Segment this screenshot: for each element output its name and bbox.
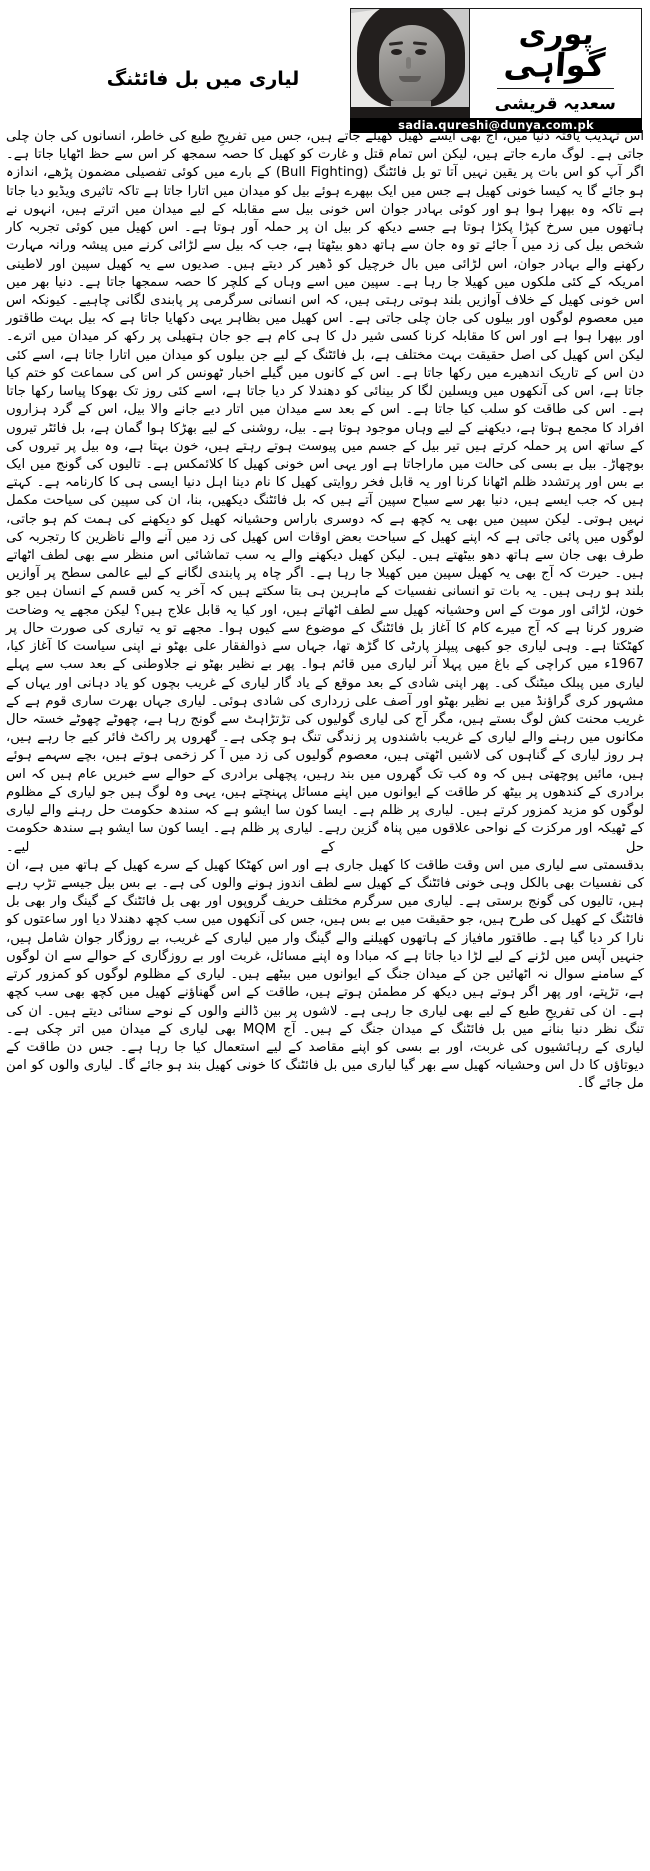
author-portrait [351, 9, 469, 119]
portrait-mouth [399, 76, 421, 82]
column-brand-line1: پوری [517, 17, 596, 52]
article-paragraph: لیاری کے رہائشیوں کی غربت، اور بے بسی کو اپنے مقاصد کے لیے استعمال کیا جا رہا ہے۔ جس دن طاقت کے دیوتاؤں کا دل اس وحشیانہ کھیل سے بھر گیا لیاری میں بل فائٹنگ کا خونی کھیل بند ہو جائے گا۔ لیاری والوں کو امن مل جائے گا۔ [6, 1039, 644, 1092]
author-name: سعدیہ قریشی [494, 94, 617, 115]
column-brand-block [350, 8, 642, 120]
portrait-eye-left [391, 49, 402, 55]
article-body [6, 128, 644, 1094]
brand-divider [497, 88, 615, 89]
article-paragraph: بدقسمتی سے لیاری میں اس وقت طاقت کا کھیل جاری ہے اور اس کھٹکا کھیل کے سرے کھیل کے ہاتھ میں ہے، ان کی نفسیات بھی بالکل وہی خونی فائٹنگ کے کھیل سے لطف اندوز ہونے والوں کی ہے۔ بے بس بیل جیسے تڑپ رہے ہیں، تالیوں کی گونج برستی ہے۔ لیاری میں سرگرم مختلف حریف گروپوں اور بھی بل فائٹنگ کے گینگ وار بھی بل فائٹنگ کے کھیل کی طرح ہیں، جو حقیقت میں بے بس ہیں، جس کی آنکھوں میں سب کچھ دھندلا دیا اور ساعتوں کو نارا کر دیا گیا ہے۔ طاقتور مافیاز کے ہاتھوں کھیلنے والے گینگ وار میں لیاری کے غریب، بے روزگار جوان شامل ہیں، جنہیں آپس میں لڑنے کے لیے لڑا دیا جاتا ہے کہ مبادا وہ اپنے مسائل، غربت اور بے روزگاری کے حوالے سے ان لوگوں کے سامنے سوال نہ اٹھائیں جن کے میدان جنگ کے ایوانوں میں بیٹھے ہیں۔ لیاری کے مظلوم لوگوں کو کمزور کرتے ہے، تڑپتے، اور پھر اگر ہوتے ہیں دیکھ کر مطمئن ہوتے ہیں، طاقت کے اس گھناؤنے کھیل میں کچھ بھی سب کچھ ہے۔ ان کی تفریحِ طبع کے لیے بھی لیاری جا رہی ہے۔ لاشوں پر بین ڈالنے والوں کے نوحے سنائی دیتے ہیں۔ ان کی تنگ نظر دنیا بنانے میں بل فائٹنگ کے میدان جنگ کے ہیں۔ آج MQM بھی لیاری کے میدان میں اتر چکی ہے۔ [6, 857, 644, 1037]
portrait-eye-right [415, 49, 426, 55]
portrait-nose [406, 57, 411, 69]
column-brand-text [469, 9, 641, 119]
column-brand-line2: گواہی [502, 45, 607, 84]
column-brand-title [502, 17, 608, 84]
article-paragraph: اس تہذیب یافتہ دنیا میں، آج بھی ایسے کھیل کھیلے جاتے ہیں، جس میں تفریحِ طبع کی خاطر، انسانوں کی جان چلی جاتی ہے۔ لوگ مارے جاتے ہیں، لیکن اس تمام قتل و غارت کو کھیل کا حصہ سمجھ کر اس سے حظ اٹھایا جاتا ہے۔ اگر آپ کو اس بات پر یقین نہیں آتا تو بل فائٹنگ (Bull Fighting) کے بارے میں کوئی تفصیلی مضمون پڑھے، اندازہ ہو جائے گا یہ کیسا خونی کھیل ہے جس میں ایک بپھرے ہوئے بیل کو میدان میں اتارا جاتا ہے تاکہ تاثیری ویڈیو دیا جاتا ہے تاکہ وہ بپھرا ہوا ہو اور کوئی بہادر جوان اس خونی بیل سے مقابلہ کے لیے میدان میں اترتے ہیں، انہوں نے ہاتھوں میں سرخ کپڑا پکڑا ہوتا ہے جسے دیکھ کر بیل ان پر حملہ آور ہوتا ہے۔ اس کھیل میں کوئی تجربہ کار شخص بیل کی زد میں آ جائے تو وہ جان سے ہاتھ دھو بیٹھتا ہے، جب کہ بیل سے لڑائی کرنے میں پیشہ ورانہ مہارت رکھنے والے بہادر جوان، اس لڑائی میں بال خرچیل کو ڈھیر کر دیتے ہیں۔ صدیوں سے یہ کھیل سپین اور لاطینی امریکہ کے کئی ملکوں میں کھیلا جا رہا ہے۔ سپین میں اسے وہاں کے کلچر کا حصہ سمجھا جاتا ہے۔ دنیا بھر میں اس خونی کھیل کے خلاف آوازیں بلند ہوتی رہتی ہیں، کہ اس انسانی سرگرمی پر پابندی لگانی چاہیے۔ کیونکہ اس میں معصوم لوگوں اور بیلوں کی جان چلی جاتی ہے۔ اس کھیل میں بظاہر یہی دکھایا جاتا ہے کہ بیل بہت طاقتور اور بپھرا ہوا ہے اور اس کا مقابلہ کرنا کسی شیر دل کا ہی کام ہے جو جان ہتھیلی پر رکھ کر میدان میں اترے۔ لیکن اس کھیل کی اصل حقیقت بہت مختلف ہے، بل فائٹنگ کے لیے جن بیلوں کو میدان میں اتارا جاتا ہے، اسے کئی دن اس کے تاریک اندھیرے میں رکھا جاتا ہے۔ اس کے کانوں میں گیلے اخبار ٹھونس کر اس کی سماعت کو ختم کیا جاتا ہے، اس کی آنکھوں میں ویسلین لگا کر بینائی کو دھندلا کر دیا جاتا ہے، اسے کئی روز تک بھوکا پیاسا رکھا جاتا ہے۔ اس کی طاقت کو سلب کیا جاتا ہے۔ اس کے بعد سے میدان میں اتار دیے جانے والا بیل، اس کے گرد ہزاروں افراد کا مجمع ہوتا ہے، دیکھنے کے لیے وہاں موجود ہوتا ہے۔ بیل، روشنی کے لیے بھڑکا ہوا گمان ہے، بل فائٹر تیروں کے ساتھ اس پر حملہ کرتے ہیں تیر بیل کے جسم میں پیوست ہوتے رہتے ہیں، خون بہتا ہے، وہ بیل پر تیروں کی بوچھاڑ۔ بیل بے بسی کی حالت میں ماراجاتا ہے اور یہی اس خونی کھیل کا کلائمکس ہے۔ تالیوں کی گونج میں ایک بے بس اور پرتشدد ظلم اٹھانا کرنا اور یہ قابل فخر روایتی کھیل کا نام دینا اہل دنیا ایسی ہی کا کارنامہ ہے۔ کہتے ہیں کہ جب ایسے ہیں، دنیا بھر سے سیاح سپین آتے ہیں کہ بل فائٹنگ دیکھیں، بنا، ان کی سپین کی سیاحت مکمل نہیں ہوتی۔ لیکن سپین میں بھی یہ کچھ ہے کہ دوسری باراس وحشیانہ کھیل کو دیکھنے کی ہمت کم ہو جاتی، لوگوں میں پائی جاتی ہے کہ اپنے کھیل کے سیاحت بعض اوقات اس کھیل کی زد میں آنے والے ناظرین کا رتجربہ کی طرف بھی جان سے ہاتھ دھو بیٹھتے ہیں۔ لیکن کھیل دیکھنے والے یہ سب تماشائی اس منظر سے بھی لطف اٹھاتے ہیں۔ حیرت کہ آج بھی یہ کھیل سپین میں کھیلا جا رہا ہے۔ اگر چاہ پر پابندی لگانے کے لیے عالمی سطح پر آوازیں بلند ہو رہی ہیں۔ یہ بات تو انسانی نفسیات کے ماہرین ہی بتا سکتے ہیں کہ آخر یہ کس قسم کے انسان ہیں جو خون، لڑائی اور موت کے اس وحشیانہ کھیل سے لطف اٹھاتے ہیں، اور کیا یہ قابل علاج ہیں؟ لیکن مجھے یہ وضاحت ضرور کرنا ہے کہ آج میرے کام کا آغاز بل فائٹنگ کے موضوع سے کیوں ہوا۔ مجھے تو یہ تیاری کی صورت حال پر کھٹکتا ہے۔ وہی لیاری جو کبھی پیپلز پارٹی کا گڑھ تھا، جہاں سے ذوالفقار علی بھٹو نے اپنی سیاست کا آغاز کیا، 1967ء میں کراچی کے باغ میں پہلا آنر لیاری میں قائم ہوا۔ پھر بے نظیر بھٹو نے جلاوطنی کے بعد سب سے پہلے لیاری میں پبلک میٹنگ کی۔ پھر اپنی شادی کے بعد موقع کے یاد گار لیاری کے غریب بچوں کو یاد دہانی اور یہاں کے مشہور کری گراؤنڈ میں بے نظیر بھٹو اور آصف علی زرداری کی شادی ہوئی۔ لیاری جہاں بھرت ساری قوم ہے کے غریب محنت کش لوگ بستے ہیں، مگر آج کی لیاری گولیوں کی تڑتڑاہٹ سے گونج رہا ہے، چھوٹے چھوٹے خستہ حال مکانوں میں رہنے والے لیاری کے غریب باشندوں پر زندگی تنگ ہو چکی ہے۔ گھروں پر راکٹ فائر کیے جا رہے ہیں، ہر روز لیاری کے گناہوں کی لاشیں اٹھتی ہیں، معصوم گولیوں کی زد میں آ کر زخمی ہوتے ہیں، بچے سہمے ہوئے ہیں، مائیں پوچھتی ہیں کہ وہ کب تک گھروں میں بند رہیں، پچھلی برادری کے حوالے سے خبریں عام ہیں کہ اس برادری کے کندھوں پر بیٹھ کر طاقت کے ایوانوں میں اپنے مسائل پہنچتے ہیں، یہی وہ لوگ ہیں جو لیاری کے مظلوم لوگوں کو مزید کمزور کرتے ہیں۔ لیاری پر ظلم ہے۔ ایسا کون سا ایشو ہے کہ سندھ حکومت حل رہنے والے لیاری کے ٹھیکہ اور مرکزت کے نواحی علاقوں میں پناہ گزین رہے۔ لیاری پر ظلم ہے۔ ایسا کون سا ایشو ہے سندھ حکومت حل کے لیے۔ [6, 129, 644, 855]
masthead [0, 0, 650, 130]
portrait-face [379, 25, 445, 105]
author-email[interactable]: sadia.qureshi@dunya.com.pk [350, 118, 642, 133]
page-title: لیاری میں بل فائٹنگ [106, 67, 300, 90]
